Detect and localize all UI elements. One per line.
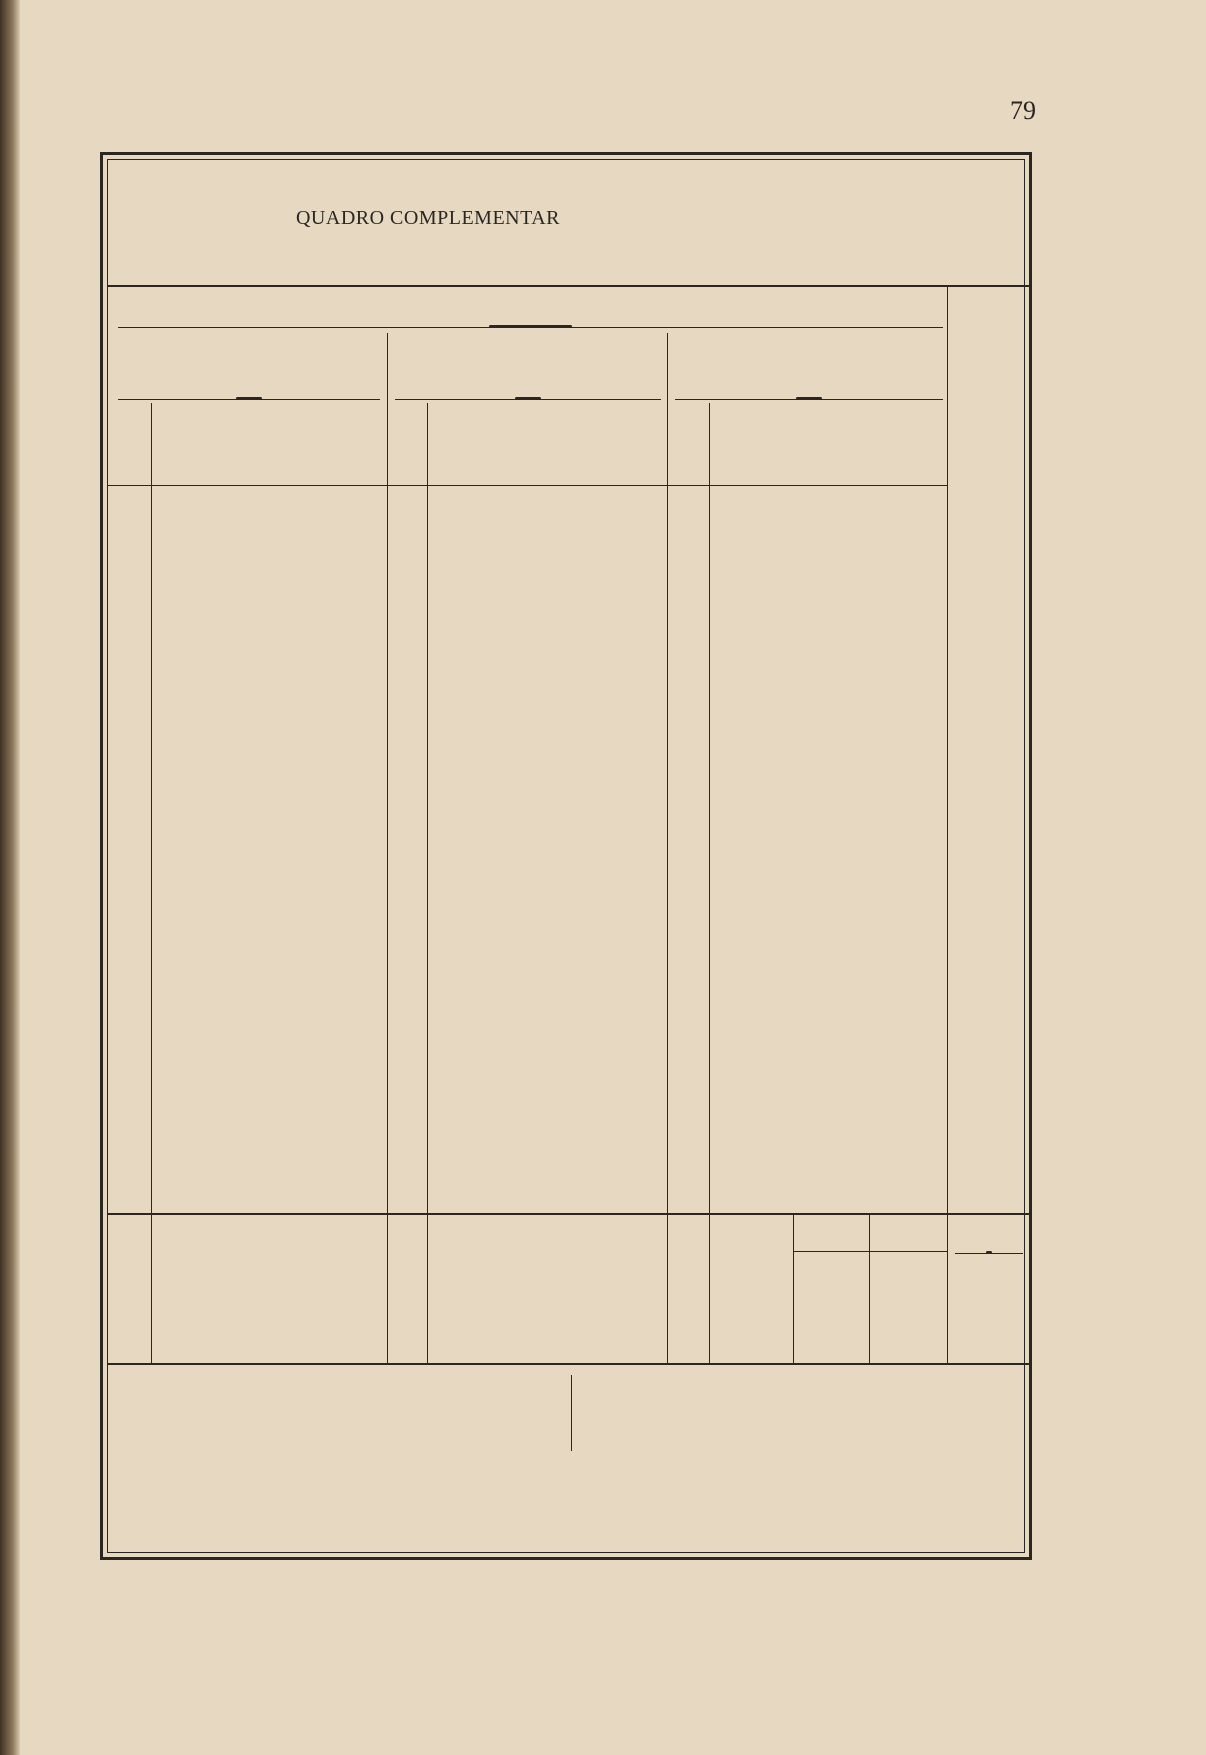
- header-period-brace-3: [675, 399, 943, 406]
- title-rule: [108, 285, 1030, 287]
- summary-rule-rain: [793, 1215, 794, 1363]
- summary-header-rule: [793, 1251, 947, 1252]
- header-period-brace-1: [118, 399, 380, 406]
- column-rule-0: [947, 285, 948, 1363]
- header-group-brace: [118, 327, 943, 334]
- column-rule-5: [709, 403, 710, 1363]
- column-rule-3: [151, 403, 152, 1363]
- notes-divider: [571, 1375, 572, 1451]
- column-rule-4: [427, 403, 428, 1363]
- table-frame: [100, 152, 1032, 1560]
- column-rule-2: [667, 333, 668, 1363]
- notes-rule-top: [108, 1363, 1030, 1365]
- table-inner-border: [107, 159, 1025, 1553]
- book-spine: [0, 0, 20, 1755]
- table-title: QUADRO COMPLEMENTAR: [295, 207, 561, 229]
- summary-rule-top: [108, 1213, 1030, 1215]
- summary-days-brace: [955, 1253, 1023, 1260]
- page-number: 79: [1010, 96, 1036, 125]
- summary-rule-evap: [869, 1215, 870, 1363]
- header-rule: [108, 485, 948, 486]
- column-rule-1: [387, 333, 388, 1363]
- header-period-brace-2: [395, 399, 661, 406]
